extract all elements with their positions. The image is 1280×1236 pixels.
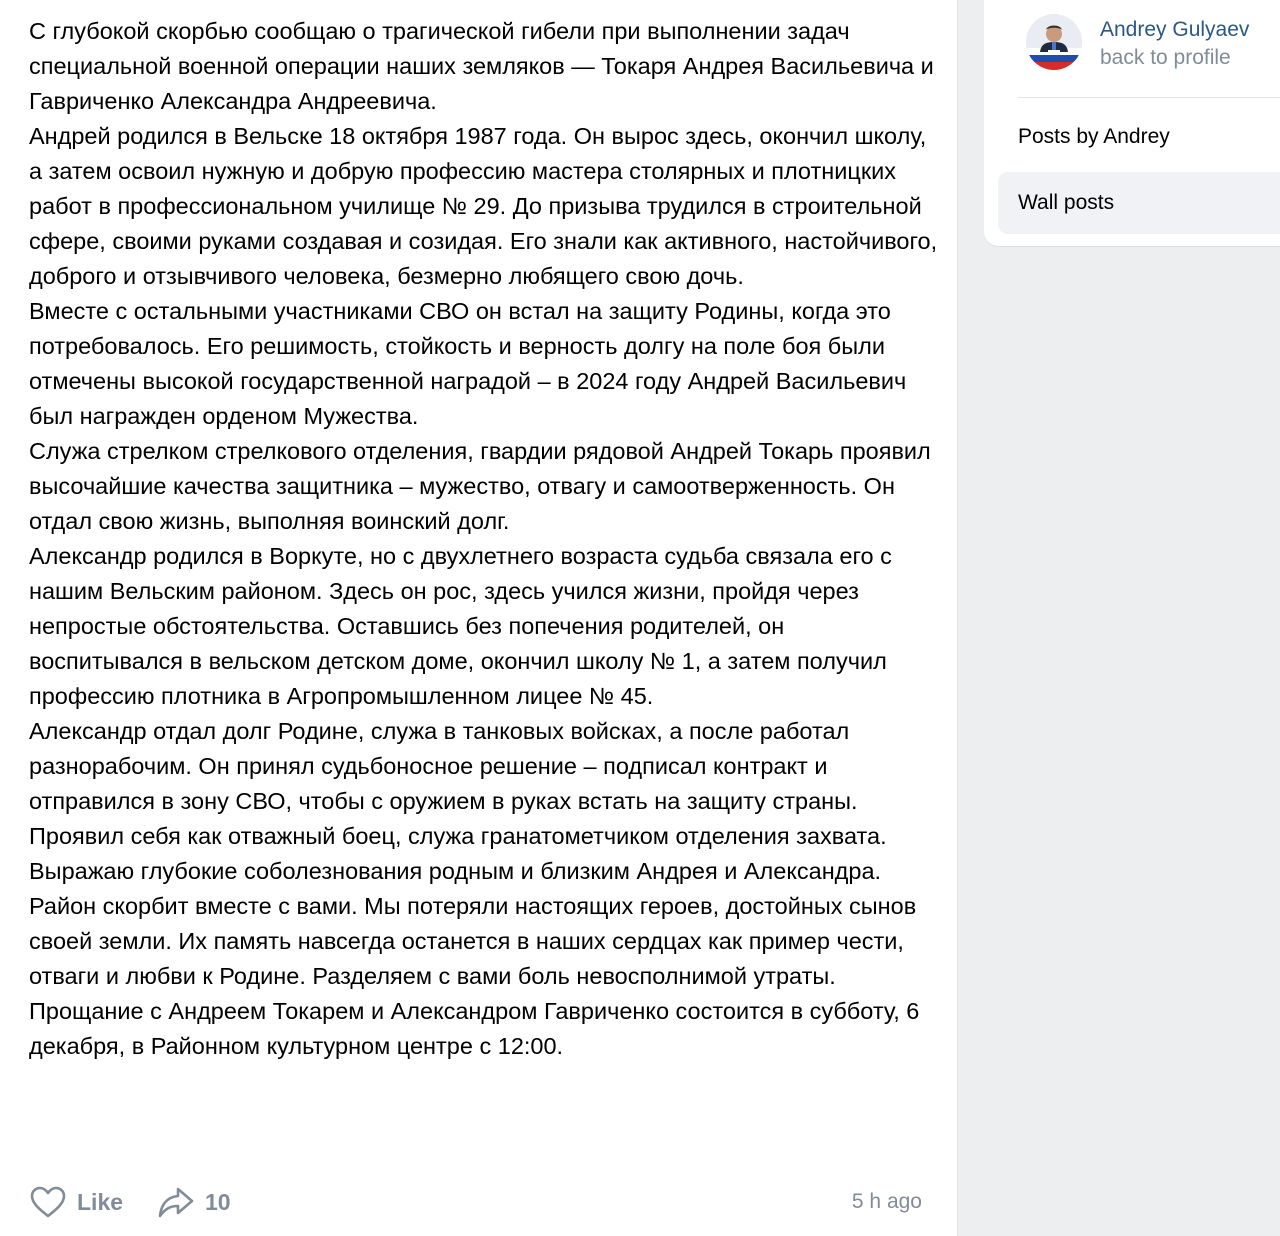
- back-to-profile-label[interactable]: back to profile: [1100, 46, 1231, 69]
- post-text: [29, 14, 939, 1064]
- menu-item-posts-by-andrey[interactable]: [998, 106, 1280, 168]
- menu-item-label: Wall posts: [1018, 191, 1115, 214]
- share-arrow-icon: [157, 1185, 195, 1219]
- post-paragraph: Выражаю глубокие соболезнования родным и близким Андрея и Александра. Район скорбит вместе с вами. Мы потеряли настоящих героев, достойных сынов своей земли. Их память навсегда останется в наших сердцах как пример чести, отваги и любви к Родине. Разделяем с вами боль невосполнимой утраты.: [29, 858, 917, 989]
- heart-outline-icon: [29, 1185, 67, 1219]
- menu-item-wall-posts[interactable]: [998, 172, 1280, 234]
- avatar[interactable]: [1026, 14, 1082, 70]
- like-button[interactable]: [29, 1182, 123, 1222]
- post-paragraph: Прощание с Андреем Токарем и Александром Гавриченко состоится в субботу, 6 декабря, в Районном культурном центре с 12:00.: [29, 998, 920, 1059]
- post-paragraph: С глубокой скорбью сообщаю о трагической гибели при выполнении задач специальной военной операции наших земляков — Токаря Андрея Васильевича и Гавриченко Александра Андреевича.: [29, 18, 934, 114]
- sidebar-card: [984, 0, 1280, 246]
- share-button[interactable]: [157, 1182, 231, 1222]
- like-label: Like: [77, 1188, 124, 1215]
- post-footer: [29, 1182, 922, 1222]
- profile-name[interactable]: Andrey Gulyaev: [1100, 18, 1250, 41]
- post-time[interactable]: 5 h ago: [851, 1190, 922, 1213]
- post-paragraph: Андрей родился в Вельске 18 октября 1987 года. Он вырос здесь, окончил школу, а затем освоил нужную и добрую профессию мастера столярных и плотницких работ в профессиональном училище № 29. До призыва трудился в строительной сфере, своими руками создавая и созидая. Его знали как активного, настойчивого, доброго и отзывчивого человека, безмерно любящего свою дочь.: [29, 123, 938, 289]
- post-paragraph: Служа стрелком стрелкового отделения, гвардии рядовой Андрей Токарь проявил высочайшие качества защитника – мужество, отвагу и самоотверженность. Он отдал свою жизнь, выполняя воинский долг.: [29, 438, 931, 534]
- post-paragraph: Александр отдал долг Родине, служа в танковых войсках, а после работал разнорабочим. Он принял судьбоносное решение – подписал контракт и отправился в зону СВО, чтобы с оружием в руках встать на защиту страны. Проявил себя как отважный боец, служа гранатометчиком отделения захвата.: [29, 718, 887, 849]
- sidebar-divider: [1018, 97, 1280, 98]
- post-paragraph: Александр родился в Воркуте, но с двухлетнего возраста судьба связала его с нашим Вельским районом. Здесь он рос, здесь учился жизни, пройдя через непростые обстоятельства. Оставшись без попечения родителей, он воспитывался в вельском детском доме, окончил школу № 1, а затем получил профессию плотника в Агропромышленном лицее № 45.: [29, 543, 892, 709]
- share-count: 10: [205, 1188, 231, 1215]
- back-to-profile-link[interactable]: [984, 0, 1280, 96]
- post-paragraph: Вместе с остальными участниками СВО он встал на защиту Родины, когда это потребовалось. Его решимость, стойкость и верность долгу на поле боя были отмечены высокой государственной наградой – в 2024 году Андрей Васильевич был награжден орденом Мужества.: [29, 298, 907, 429]
- menu-item-label: Posts by Andrey: [1018, 125, 1170, 148]
